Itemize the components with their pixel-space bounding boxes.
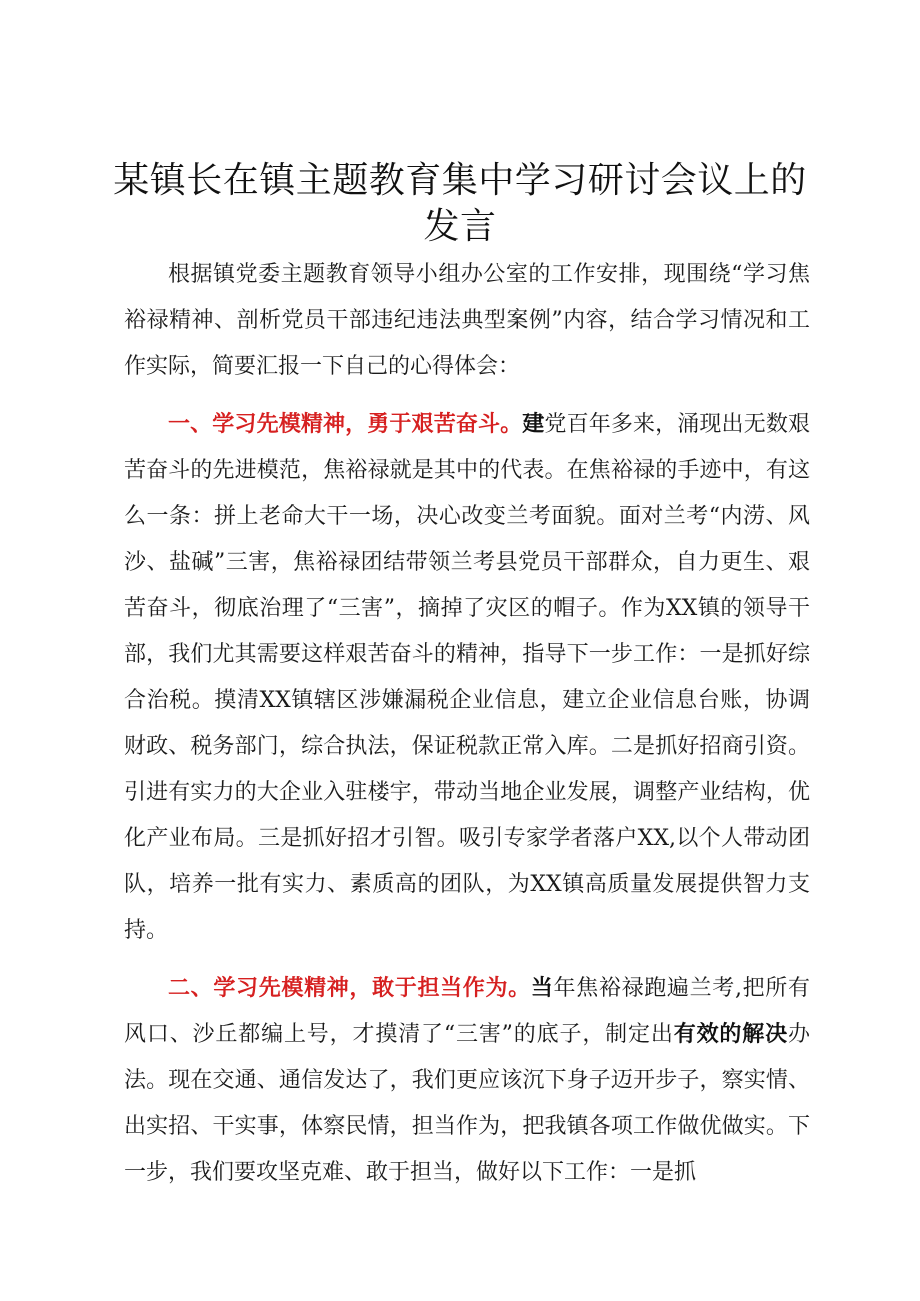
section-one-lead-char: 建 [522,412,545,437]
section-one-paragraph [124,402,810,954]
section-two-paragraph [124,966,810,1196]
intro-text: 根据镇党委主题教育领导小组办公室的工作安排，现围绕“学习焦裕禄精神、剖析党员干部违纪违法典型案例”内容，结合学习情况和工作实际，简要汇报一下自己的心得体会： [124,262,810,379]
section-two-text-b: 办法。现在交通、通信发达了，我们更应该沉下身子迈开步子，察实情、出实招、干实事，体察民情，担当作为，把我镇各项工作做优做实。下一步，我们要攻坚克难、敢于担当，做好以下工作：一是抓 [124,1022,810,1185]
intro-paragraph [124,252,810,390]
document-title: 某镇长在镇主题教育集中学习研讨会议上的发言 [113,160,807,247]
section-two-heading: 二、学习先模精神，敢于担当作为。 [168,976,531,1001]
section-two-text-a: 年焦裕禄跑遍兰考,把所有风口、沙丘都编上号，才摸清了“三害”的底子，制定出 [124,976,810,1047]
section-two-lead-char: 当 [530,976,554,1001]
document-body [124,252,810,1196]
section-one-text: 党百年多来，涌现出无数艰苦奋斗的先进模范，焦裕禄就是其中的代表。在焦裕禄的手迹中，有这么一条：拼上老命大干一场，决心改变兰考面貌。面对兰考“内涝、风沙、盐碱”三害，焦裕禄团结带领兰考县党员干部群众，自力更生、艰苦奋斗，彻底治理了“三害”，摘掉了灾区的帽子。作为XX镇的领导干部，我们尤其需要这样艰苦奋斗的精神，指导下一步工作：一是抓好综合治税。摸清XX镇辖区涉嫌漏税企业信息，建立企业信息台账，协调财政、税务部门，综合执法，保证税款正常入库。二是抓好招商引资。引进有实力的大企业入驻楼宇，带动当地企业发展，调整产业结构，优化产业布局。三是抓好招才引智。吸引专家学者落户XX,以个人带动团队，培养一批有实力、素质高的团队，为XX镇高质量发展提供智力支持。 [124,412,810,943]
section-one-heading: 一、学习先模精神，勇于艰苦奋斗。 [168,412,523,437]
section-two-emphasis: 有效的解决 [673,1022,788,1047]
